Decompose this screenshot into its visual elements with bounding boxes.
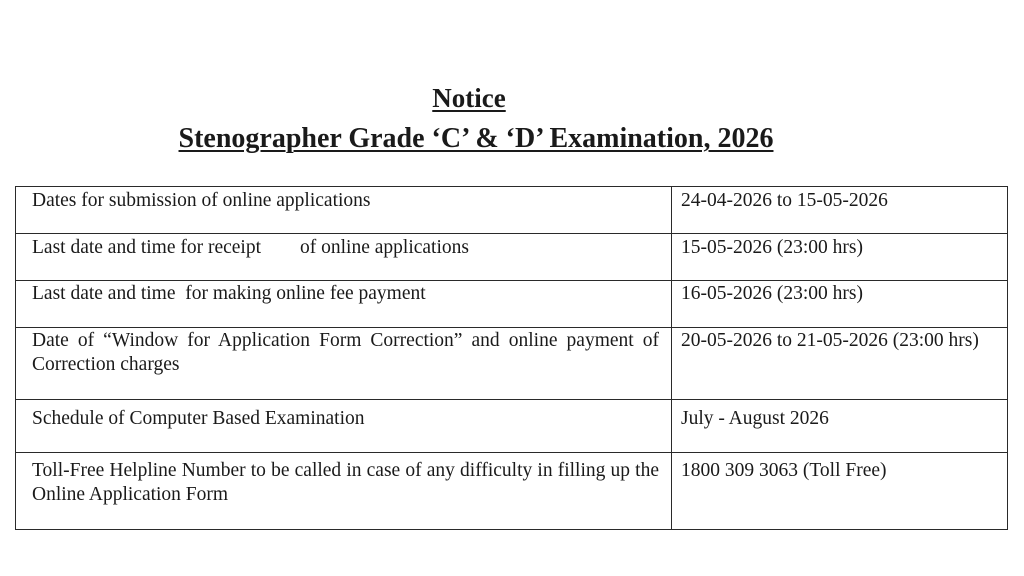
table-row	[16, 328, 1008, 400]
row-value: 16-05-2026 (23:00 hrs)	[672, 281, 1008, 328]
row-value: 1800 309 3063 (Toll Free)	[672, 453, 1008, 530]
notice-heading: Notice	[432, 83, 506, 113]
row-value: 20-05-2026 to 21-05-2026 (23:00 hrs)	[672, 328, 1008, 400]
row-label: Toll-Free Helpline Number to be called in case of any difficulty in filling up the Online Application Form	[16, 453, 672, 530]
table-row	[16, 187, 1008, 234]
table-row	[16, 281, 1008, 328]
row-value: 15-05-2026 (23:00 hrs)	[672, 234, 1008, 281]
row-label: Schedule of Computer Based Examination	[16, 400, 672, 453]
row-label: Dates for submission of online applications	[16, 187, 672, 234]
row-label: Last date and time for making online fee payment	[16, 281, 672, 328]
table-row	[16, 453, 1008, 530]
schedule-table	[15, 186, 1008, 530]
table-row	[16, 234, 1008, 281]
row-label: Last date and time for receipt of online applications	[16, 234, 672, 281]
table-row	[16, 400, 1008, 453]
row-label: Date of “Window for Application Form Correction” and online payment of Correction charges	[16, 328, 672, 400]
row-value: 24-04-2026 to 15-05-2026	[672, 187, 1008, 234]
exam-title: Stenographer Grade ‘C’ & ‘D’ Examination, 2026	[178, 123, 774, 154]
row-value: July - August 2026	[672, 400, 1008, 453]
